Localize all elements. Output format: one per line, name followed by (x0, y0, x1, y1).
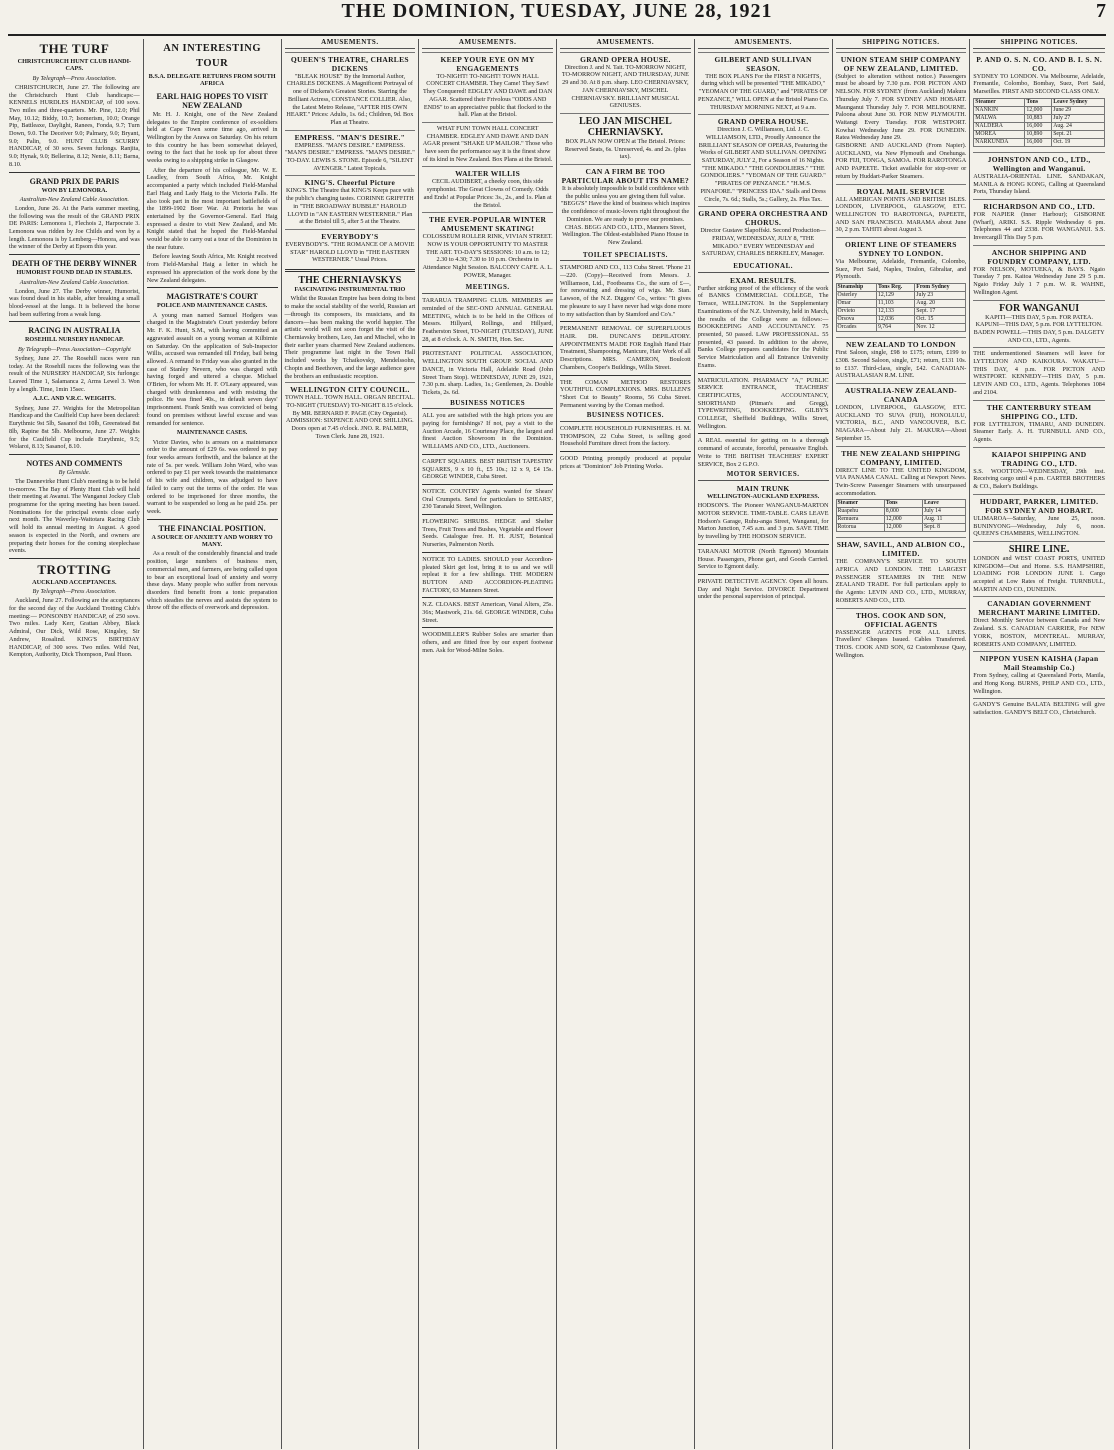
toilet-header: TOILET SPECIALISTS. (560, 252, 691, 262)
business-header: BUSINESS NOTICES. (560, 412, 691, 422)
orchestra-text: Director Gustave Slapoffski. Second Production—FRIDAY, WEDNESDAY, JULY 8, "THE MIKADO." EVERY WEDNESDAY and SATURDAY, CHARLES BERKELEY, Manager. (700, 227, 826, 258)
orient-title: ORIENT LINE OF STEAMERS SYDNEY TO LONDON. (845, 240, 957, 259)
cherniavsky-title: THE CHERNIAVSKYS (298, 275, 402, 287)
townhall-title: KEEP YOUR EYE ON MY ENGAGEMENTS (440, 54, 535, 73)
lyttelton-ad (973, 347, 1105, 398)
canadian-text: LONDON, LIVERPOOL, GLASGOW, ETC. AUCKLAND TO SUVA (FIJI), HONOLULU, VICTORIA, B.C., AND VANCOUVER, B.C. NIAGARA—About July 21. MAKURA—About September 15. (835, 403, 967, 442)
royal-ad (836, 184, 967, 237)
table-cell: Rotorua (836, 524, 884, 532)
johnston-title: JOHNSTON AND CO., LTD., Wellington and Wanganui. (987, 154, 1091, 173)
orchestra-title: GRAND OPERA ORCHESTRA AND CHORUS. (698, 209, 828, 228)
divider (285, 269, 416, 272)
table-row (836, 516, 966, 524)
table-cell: 12,000 (1025, 106, 1052, 114)
divider (698, 433, 829, 434)
nzshipping-schedule-table (836, 499, 967, 532)
kings-title: KING'S. Cheerful Picture (304, 178, 396, 188)
table-cell: Nov. 12 (915, 324, 966, 332)
cook-title: THOS. COOK AND SON, OFFICIAL AGENTS (855, 610, 946, 629)
columns (6, 39, 1108, 1449)
table-cell: Omar (836, 300, 876, 308)
masthead-title: THE DOMINION, TUESDAY, JUNE 28, 1921 (341, 0, 773, 22)
table-row (836, 316, 966, 324)
masthead (8, 0, 1106, 36)
grandprix-heading: GRAND PRIX DE PARIS (29, 176, 120, 186)
maintenance-text: Victor Davies, who is arrears on a maintenance order to the amount of £29 6s. was ordered to pay four weeks arrears forthwith, and the balance at the rate of 5s. per week. William John Ward, who was ordered to pay £1 per week towards the maintenance of his wife and children, was adjudged to have failed to carry out the terms of the order. He was ordered to be imprisoned for three months, the warrant to be suspended so long as he paid 25s. per week. (146, 438, 278, 515)
auckland-text: GISBORNE AND AUCKLAND (From Napier). AUCKLAND, via New Plymouth and Onehunga. FOR FIJI, TONGA, SAMOA. FOR RAROTONGA AND PAPEETE. Ticket available for stop-over or return by Huddart-Parker Steamers. (835, 142, 967, 180)
queens-text: "BLEAK HOUSE" By the Immortal Author, CHARLES DICKENS. A Magnificent Portrayal of one of Dickens's Greatest Stories. Starring the Brilliant Actress, CONSTANCE COLLIER. Also, the Latest Metro Release, "AFTER HIS OWN HEART." Prices: Adults, 1s. 6d.; Children, 9d. Box Plan at Theatre. (286, 72, 414, 126)
nz-london-ad (836, 337, 967, 382)
motor-header: MOTOR SERVICES. (698, 471, 829, 481)
everybodys-text: EVERYBODY'S. "THE ROMANCE OF A MOVIE STAR" HAROLD LLOYD in "THE EASTERN WESTERNER." Usual Prices. (285, 240, 415, 264)
table-row (974, 114, 1105, 122)
mirth-ad (422, 122, 553, 166)
royal-title: ROYAL MAIL SERVICE (856, 186, 945, 196)
nz-london-text: First Saloon, single, £98 to £175; return, £199 to £308. Second Saloon, single, £71; return, £131 10s. to £137. Third-class, single, £42. CANADIAN-AUSTRALASIAN R.M. LINE. (835, 349, 967, 380)
nippon-title: NIPPON YUSEN KAISHA (Japan Mail Steamship Co.) (979, 654, 1099, 673)
tour-sub: B.S.A. DELEGATE RETURNS FROM SOUTH AFRICA (148, 73, 276, 88)
divider (422, 484, 553, 485)
table-header: Tons (1025, 98, 1052, 106)
begg-title: CAN A FIRM BE TOO PARTICULAR ABOUT ITS NAME? (561, 167, 690, 186)
divider (9, 254, 140, 255)
table-row (836, 300, 966, 308)
financial-sub: A SOURCE OF ANXIETY AND WORRY TO MANY. (151, 533, 273, 549)
table-cell: Sept. 8 (922, 524, 965, 532)
notes-byline: By Glenside. (58, 468, 91, 476)
auction-notice: ALL you are satisfied with the high prices you are paying for furnishings? If not, pay a visit to the Auction Arcade, 16 Courtenay Place, the largest and finest Auction Showroom in the Dominion. WILLIAMS AND CO., LTD., Auctioneers. (422, 412, 553, 451)
table-cell: 8,000 (884, 508, 922, 516)
canterbury-ad (973, 400, 1105, 446)
table-cell: June 29 (1052, 106, 1105, 114)
ladies-notice: NOTICE TO LADIES. SHOULD your Accordion-pleated Skirt get lost, bring it to us and we will repleat it for a few shillings. THE MODERN BUTTON AND ACCORDION-PLEATING FACTORY, 63 Manners Street. (422, 555, 553, 594)
divider (560, 451, 691, 452)
table-cell: MALWA (974, 114, 1025, 122)
richardson-title: RICHARDSON AND CO., LTD. (983, 201, 1095, 211)
carpet-notice: CARPET SQUARES. BEST BRITISH TAPESTRY SQUARES, 9 x 10 ft., £5 10s.; 12 x 9, £4 15s. GEORGE WINDER, Cuba Street. (422, 457, 553, 481)
gandys-ad (973, 698, 1105, 718)
table-row (974, 106, 1105, 114)
wcc-ad (285, 382, 416, 442)
magistrate-heading: MAGISTRATE'S COURT (166, 292, 258, 302)
anchor-text: FOR NELSON, MOTUEKA, & BAYS. Ngaio Tuesday 7 pm. Kaitoa Wednesday June 29 5 p.m. Ngaio Friday July 1 7 p.m. W. R. WAHNE, Wellington Agent. (973, 265, 1105, 296)
union-ad (836, 52, 967, 183)
townhall-ad (422, 52, 553, 121)
table-row (836, 308, 966, 316)
union-text: (Subject to alteration without notice.) Passengers must be aboard by 7.30 p.m. FOR PICTON AND NELSON. FOR SYDNEY (from Auckland) Makura Thursday July 7. FOR SYDNEY AND HOBART. Maunganui Thursday July 7. FOR MELBOURNE. Paloona about June 30. FOR NEW PLYMOUTH. Waitangi Every Tuesday. FOR WESTPORT. Kowhai Wednesday June 29. FOR DUNEDIN. Ratea Wednesday June 29. (835, 72, 967, 142)
kings-text: KING'S. The Theatre that KING'S Keeps pace with the public's changing tastes. CORINNE GRIFFITH in "THE BROADWAY BUBBLE" HAROLD LLOYD in "AN EASTERN WESTERNER." Plan at the Bristol till 5, after 5 at the Theatre. (285, 187, 414, 226)
wcc-title: WELLINGTON CITY COUNCIL. (290, 385, 410, 395)
willis-title: WALTER WILLIS (455, 169, 521, 179)
table-cell: 16,000 (1025, 138, 1052, 146)
divider (560, 321, 691, 322)
derby-heading: DEATH OF THE DERBY WINNER (11, 259, 137, 269)
table-cell: Sept. 21 (1052, 130, 1105, 138)
mirth-text: WHAT FUN! TOWN HALL CONCERT CHAMBER. EDGLEY AND DAWE AND DAN AGAR present "SHAKE UP MAILOR." Those who have seen the performance say it is the finest show of its kind in New Zealand. Box Plans at the Bristol. (422, 124, 553, 163)
table-header: Leave Sydney (1052, 98, 1105, 106)
magistrate-text: A young man named Samuel Hodgers was charged in the Magistrate's Court yesterday before Mr. F. K. Hunt, S.M., with having committed an aggravated assault on a young woman at Kilbirnie on Saturday. On the application of Sub-Inspector Willis, accused was remanded till Friday, bail being allowed. A remand to Friday was also granted in the case of Stanley Nevern, who was charged with having forged and uttered a cheque. Michael O'Brien, for whom Mr. H. F. O'Leary appeared, was charged with drunkenness and with resisting the police. He was fined 40s., in default seven days' imprisonment. Frank Smith was convicted of being found on premises without lawful excuse and was remanded for sentence. (146, 311, 278, 427)
trotting-heading: TROTTING (37, 561, 112, 577)
wanganui-text: KAPITI—THIS DAY, 5 p.m. FOR PATEA. KAPUNI—THIS DAY, 5 p.m. FOR LYTTELTON. BADEN POWELL—THIS DAY, 5 p.m. DALGETY AND CO., LTD., Agents. (973, 313, 1105, 344)
table-cell: 10,883 (1025, 114, 1052, 122)
notes-heading: NOTES AND COMMENTS (26, 458, 123, 468)
shire-text: LONDON and WEST COAST PORTS, UNITED KINGDOM—Out and Home. S.S. HAMPSHIRE, LOADING FOR LONDON JUNE 1. Cargo accepted at Low Rates of Freight. TURNBULL, MARTIN AND CO., DUNEDIN. (973, 554, 1105, 593)
derby-text: London, June 27. The Derby winner, Humorist, was found dead in his stable, after breaking a small blood-vessel at the lungs. It is believed the horse had been suffering from a weak lung. (9, 287, 140, 318)
english-notice: A REAL essential for getting on is a thorough command of accurate, forceful, persuasive English. Write to THE BRITISH TEACHERS' EXPERT SERVICE, Box 2 G.P.O. (697, 437, 829, 468)
pando-title: P. AND O. S. N. CO. AND B. I. S. N. CO. (976, 54, 1103, 73)
orient-ad (836, 237, 967, 336)
table-row (836, 508, 966, 516)
turf-heading: THE TURF (39, 41, 110, 56)
kaipoi-title: KAIAPOI SHIPPING AND TRADING CO., LTD. (991, 449, 1087, 468)
amusements-header: AMUSEMENTS. (560, 39, 691, 49)
table-cell: Oct. 15 (915, 316, 966, 324)
gilbert-title: GILBERT AND SULLIVAN SEASON. (714, 54, 812, 73)
table-cell: Remuera (836, 516, 884, 524)
wanganui-ad (973, 300, 1105, 347)
nzshipping-ad (836, 446, 967, 537)
page-number: 7 (1096, 0, 1106, 22)
richardson-ad (973, 199, 1105, 244)
shipping-header: SHIPPING NOTICES. (836, 39, 967, 49)
educational-header: EDUCATIONAL. (698, 263, 829, 273)
derby-byline: Australian-New Zealand Cable Association. (19, 278, 129, 286)
tour-text-3: Before leaving South Africa, Mr. Knight received from Field-Marshal Haig a letter in which he expressed his appreciation of the work done by the New Zealand delegates. (146, 253, 278, 284)
cherniavsky-sub: FASCINATING INSTRUMENTAL TRIO (294, 286, 406, 294)
financial-heading: THE FINANCIAL POSITION. (158, 523, 266, 533)
skating-ad (422, 212, 553, 281)
begg-ad (560, 164, 691, 249)
cgmm-text: Direct Monthly Service between Canada and New Zealand. S.S. CANADIAN CARRIER, For NEW YORK, BOSTON, MONTREAL. MURRAY, ROBERTS AND COMPANY, LIMITED. (973, 617, 1105, 648)
pando-schedule-table (973, 98, 1105, 147)
shire-title: SHIRE LINE. (1008, 543, 1070, 555)
divider (147, 519, 278, 520)
canadian-title: AUSTRALIA-NEW ZEALAND-CANADA (844, 385, 957, 404)
mikado-text: "THE MIKADO." "THE GONDOLIERS." "THE GONDOLIERS." "YEOMAN OF THE GUARD." "PIRATES OF PENZANCE." "H.M.S. PINAFORE." "PRINCESS IDA." Stalls and Dress Circle, 7s. 6d.; Stalls, 5s.; Gallery, 2s. Plus Tax. (700, 164, 826, 203)
lyttelton-text: THE undermentioned Steamers will leave for LYTTELTON AND KAIKOURA. WAKATU—THIS DAY, 4 p.m. FOR PICTON AND WESTPORT. KENNEDY—THIS DAY, 5 p.m. LEVIN AND CO., LTD., Agents. Telephones 1084 and 2104. (973, 350, 1105, 396)
opera-text: Direction J. and N. Tait. TO-MORROW NIGHT, TO-MORROW NIGHT, AND THURSDAY, JUNE 29 and 30. At 8 p.m. sharp. LEO CHERNIAVSKY, JAN CHERNIAVSKY, MISCHEL CHERNIAVSKY. BRILLIANT MUSICAL GENIUSES. (561, 63, 689, 110)
racing-byline: By Telegraph—Press Association—Copyright (17, 345, 131, 353)
everybodys-title: EVERYBODY'S (321, 231, 379, 241)
column-3 (282, 39, 420, 1449)
opera-title: GRAND OPERA HOUSE. (580, 54, 671, 64)
nzshipping-text: DIRECT LINE TO THE UNITED KINGDOM, VIA PANAMA CANAL. Calling at Newport News. Twin-Screw Passenger Steamers with unsurpassed accommodation. (835, 466, 967, 497)
divider (422, 346, 553, 347)
townhall-text: TO-NIGHT! TO-NIGHT! TOWN HALL CONCERT CHAMBER. They Came! They Saw! They Conquered! EDGLEY AND DAWE and DAN AGAR. Scattered their Frivolous "ODDS AND ENDS" to an appreciative public that flocked to the hall. Plan at the Bristol. (423, 72, 553, 119)
johnston-text: AUSTRALIA-ORIENTAL LINE. SANDAKAN, MANILA & HONG KONG, Calling at Queensland Ports, Thursday Island. (973, 172, 1105, 196)
matric-notice: MATRICULATION. PHARMACY "A," PUBLIC SERVICE ENTRANCE, TEACHERS' CERTIFICATES, ACCOUNTANCY, SHORTHAND (Pitman's and Gregg), TYPEWRITING, BOOKKEEPING. GILBY'S COLLEGE, Sheffield Buildings, Willis Street, Wellington. (697, 376, 829, 430)
leo-ad (560, 113, 691, 163)
table-cell: Orvieto (836, 308, 876, 316)
column-2 (144, 39, 282, 1449)
divider (9, 172, 140, 173)
orchestra-ad (698, 206, 829, 260)
table-cell: 12,000 (884, 524, 922, 532)
table-cell: MOREA (974, 130, 1025, 138)
table-cell: 9,764 (876, 324, 914, 332)
cgmm-ad (973, 596, 1105, 650)
trotting-sub: AUCKLAND ACCEPTANCES. (32, 578, 117, 586)
trotting-byline: By Telegraph—Press Association. (32, 588, 117, 596)
table-header: Steamer (836, 500, 884, 508)
nzshipping-title: THE NEW ZEALAND SHIPPING COMPANY, LIMITED. (841, 448, 961, 467)
tour-text-1: Mr. H. J. Knight, one of the New Zealand delegates to the Empire conference of ex-soldiers held at Cape Town some time ago, arrived in Wellington by the Arawa on Saturday. On his return to this country he has been somewhat delayed, owing to the fact that he took up for about three weeks owing to a shipping strike in Glasgow. (146, 110, 278, 165)
banks-notice: Further striking proof of the efficiency of the work of BANKS COMMERCIAL COLLEGE, The Terrace, WELLINGTON. In the Supplementary Examinations of the N.Z. University, held in March, the results of the College were as follows:— BOOKKEEPING AND ACCOUNTANCY. 75 presented, 50 passed. LAW PROFESSIONAL. 55 presented, 43 passed. In addition to the above, Banks College prepares candidates for the Public Service Matriculation and all Entrance University Exams. (697, 284, 829, 369)
table-row (974, 130, 1105, 138)
table-cell: NARKUNDA (974, 138, 1025, 146)
table-cell: Orsova (836, 316, 876, 324)
turf-byline: By Telegraph—Press Association. (32, 74, 117, 82)
table-cell: 11,103 (876, 300, 914, 308)
orient-text: Via Melbourne, Adelaide, Fremantle, Colombo, Suez, Port Said, Naples, Toulon, Gibraltar, and Plymouth. (835, 258, 967, 281)
leo-title: LEO JAN MISCHEL CHERNIAVSKY. (578, 115, 672, 138)
table-cell: Aug. 24 (1052, 122, 1105, 130)
grandopera-title: GRAND OPERA HOUSE. (717, 117, 809, 127)
column-8 (970, 39, 1108, 1449)
magistrate-sub: POLICE AND MAINTENANCE CASES. (156, 302, 268, 310)
canterbury-title: THE CANTERBURY STEAM SHIPPING CO., LTD. (986, 402, 1092, 421)
printing-notice: GOOD Printing promptly produced at popular prices at "Dominion" Job Printing Works. (560, 455, 691, 470)
orient-schedule-table (836, 283, 967, 332)
cgmm-title: CANADIAN GOVERNMENT MERCHANT MARINE LIMITED. (978, 599, 1101, 618)
table-cell: July 27 (1052, 114, 1105, 122)
cherniavsky-text: Whilst the Russian Empire has been doing its best to make the social stability of the world, Russian art—through its composers, its musicians, and its dancers—has been making the world happier. The artistic world will not soon forget the visit of the Cherniavsky brothers, Leo, Jan and Mischel, who in their earlier years charmed New Zealand audiences. Their programme last night in the Town Hall included works by Tchaikovsky, Mendelssohn, Chopin and Beethoven, and the large audience gave the brothers an enthusiastic reception. (284, 295, 416, 380)
divider (422, 627, 553, 628)
kings-ad (285, 175, 416, 228)
amusements-header: AMUSEMENTS. (285, 39, 416, 49)
agents-notice: NOTICE. COUNTRY Agents wanted for Shears' Oral Crumpets. Send for particulars to SHEARS', 230 Taranaki Street, Wellington. (422, 487, 553, 511)
leo-text: BOX PLAN NOW OPEN at The Bristol. Prices: Reserved Seats, 6s. Unreserved, 4s. and 2s. (plus tax). (564, 137, 686, 161)
pando-ad (973, 52, 1105, 151)
column-5 (557, 39, 695, 1449)
turf-sub: CHRISTCHURCH HUNT CLUB HANDI-CAPS. (17, 58, 132, 73)
shrubs-notice: FLOWERING SHRUBS. HEDGE and Shelter Trees, Fruit Trees and Bushes, Vegetable and Flower Seeds. Catalogue free. H. H. JUST, Botanical Nurseries, Palmerston North. (422, 518, 553, 549)
column-4 (419, 39, 557, 1449)
table-header: Steamer (974, 98, 1025, 106)
table-cell: 12,133 (876, 308, 914, 316)
column-1 (6, 39, 144, 1449)
nippon-ad (973, 651, 1105, 697)
willis-text: CECIL AUDIBERT, a cheeky coon, this side symphonist. The Great Clowns of Comedy. Odds and Ends! at Popular Prices: 3s., 2s., and 1s. Plan at the Bristol. (423, 178, 552, 209)
canadian-ad (836, 383, 967, 445)
rubber-notice: WOODMILLER'S Rubber Soles are smarter than others, and are fitted free by our expert footwear men. Ask for Wood-Milne Soles. (422, 631, 553, 654)
table-row (836, 324, 966, 332)
detective-notice: PRIVATE DETECTIVE AGENCY. Open all hours. Day and Night Service. DIVORCE Department under the personal supervision of principal. (697, 577, 829, 601)
shaw-text: THE COMPANY'S SERVICE TO SOUTH AFRICA AND LONDON. THE LARGEST PASSENGER STEAMERS IN THE NEW ZEALAND TRADE. For full particulars apply to the Agents: LEVIN AND CO., LTD., MURRAY, ROBERTS AND CO., LTD. (835, 558, 967, 604)
divider (422, 552, 553, 553)
canterbury-text: FOR LYTTELTON, TIMARU, AND DUNEDIN. Steamer Early. A. H. TURNBULL AND CO., Agents. (973, 420, 1105, 443)
divider (9, 558, 140, 559)
racing-heading: RACING IN AUSTRALIA (28, 326, 121, 336)
table-cell: NALDERA (974, 122, 1025, 130)
stamford-notice: STAMFORD AND CO., 113 Cuba Street. 'Phone 21—220. (Copy)—Received from Messrs. J. Williamson, Ltd., Footbeams Co., the sum of £—, for renovating and dressing of wigs. Mr. Stan. Lawson, of the N.Z. Diggers' Co., writes: "It gives me pleasure to say I have never had wigs done more to my satisfaction than by Stamford and Co's." (560, 264, 691, 318)
tour-heading: AN INTERESTING TOUR (163, 43, 261, 69)
racing-text: Sydney, June 27. The Rosehill races were run today. At the Rosehill races the following was the result of the NURSERY HANDICAP, Six furlongs: Leaved Time 1, Salamanca 2, Arms Lewel 3. Won by a length. Time, 1min 15sec. (9, 354, 140, 393)
table-header: Steamship (836, 284, 876, 292)
trotting-text: Auckland, June 27. Following are the acceptances for the second day of the Auckland Trotting Club's meeting:— PONSONBY HANDICAP, of 250 sovs. Two miles. Lady Kerr, Grattan Abbey, Black Admiral, Our Dick, Wild Rose, Kingsley, Sir Andrew, Rosalind. KING'S BIRTHDAY HANDICAP, of 300 sovs. Two miles. Wild Nut, Kempton, Authority, Dick Thompson, Paul Huon. (9, 597, 140, 659)
table-cell: July 14 (922, 508, 965, 516)
ajc-text: Sydney, June 27. Weights for the Metropolitan Handicap and the Caulfield Cup have been declared: Eurythmic 9st 5lb, Sasanof 8st 10lb, Greenstead 8st 8lb, Rapine 8st 5lb. Melbourne, June 27. Weights for the Caulfield Cup include Eurythmic, 9.5; Wolaroi, 8.13; Sasanof, 8.10. (9, 404, 140, 451)
cook-text: PASSENGER AGENTS FOR ALL LINES. Travellers' Cheques Issued. Cables Transferred. THOS. COOK AND SON, 62 Customhouse Quay, Wellington. (835, 628, 967, 659)
table-cell: 12,036 (876, 316, 914, 324)
protestant-notice: PROTESTANT POLITICAL ASSOCIATION, WELLINGTON SOUTH GROUP. SOCIAL AND DANCE, in Victoria Hall, Adelaide Road (John Street Tram Stop). WEDNESDAY, JUNE 29, 1921, 7.30 p.m. sharp. Ladies, 1s.; Gentlemen, 2s. Double Tickets, 2s. 6d. (422, 350, 553, 396)
huddart-text: ULIMAROA—Saturday, June 25, noon. BUNINYONG—Wednesday, July 6, noon. QUEEN'S CHAMBERS, WELLINGTON. (973, 514, 1105, 538)
table-cell: Aug. 20 (915, 300, 966, 308)
table-cell: NANKIN (974, 106, 1025, 114)
coman-notice: THE COMAN METHOD RESTORES YOUTHFUL COMPLEXIONS. MRS. BULLEN'S "Short Cut to Beauty" Rooms, 56 Cuba Street. Permanent waving by the Coman method. (560, 378, 691, 409)
express-title: WELLINGTON-AUCKLAND EXPRESS. (706, 492, 820, 500)
wcc-text: TOWN HALL. TOWN HALL. ORGAN RECITAL. TO-NIGHT (TUESDAY) TO-NIGHT 8.15 o'clock. By MR. BERNARD F. PAGE (City Organist). ADMISSION: SIXPENCE AND ONE SHILLING. Doors open at 7.45 o'clock. JNO. R. PALMER, Town Clerk. June 28, 1921. (284, 394, 415, 440)
divider (698, 544, 829, 545)
ajc-heading: A.J.C. AND V.R.C. WEIGHTS. (32, 395, 116, 403)
taranaki-notice: TARANAKI MOTOR (North Egmont) Mountain House. Passengers, Phone gari, and Goods Carried. Service to Egmont daily. (697, 547, 829, 571)
queens-ad (285, 52, 416, 129)
kaipoi-text: S.S. WOOTTON—WEDNESDAY, 29th inst. Receiving cargo until 4 p.m. CARTER BROTHERS & CO., Baker's Buildings. (973, 467, 1105, 491)
table-row (836, 524, 966, 532)
amusements-header: AMUSEMENTS. (698, 39, 829, 49)
divider (560, 375, 691, 376)
furniture-notice: COMPLETE HOUSEHOLD FURNISHERS. H. M. THOMPSON, 22 Cuba Street, is selling good Household Furniture direct from the factory. (560, 425, 691, 448)
table-cell: Osterley (836, 292, 876, 300)
trunk-title: MAIN TRUNK (736, 483, 790, 493)
skating-title: THE EVER-POPULAR WINTER AMUSEMENT SKATING! (429, 215, 547, 234)
hair-notice: PERMANENT REMOVAL OF SUPERFLUOUS HAIR. DR. DUNCAN'S DEPILATORY. APPOINTMENTS MADE FOR English Hand Hair Treatment, Shampooing, Manicure, Hair Work of all Descriptions. MRS. CAMERON, Boulcott Chambers, Cooper's Buildings, Willis Street. (560, 325, 691, 371)
table-header: Tons (884, 500, 922, 508)
royal-text: ALL AMERICAN POINTS AND BRITISH ISLES. LONDON, LIVERPOOL, GLASGOW, ETC. WELLINGTON TO RAROTONGA, PAPEETE, AND SAN FRANCISCO. MARAMA about June 30, 2 p.m. TAHITI about August 3. (835, 195, 967, 234)
opera-ad (560, 52, 691, 112)
union-title: UNION STEAM SHIP COMPANY OF NEW ZEALAND, LIMITED. (840, 54, 961, 73)
table-cell: Aug. 11 (922, 516, 965, 524)
empress-title: EMPRESS. "MAN'S DESIRE." (294, 132, 406, 142)
shaw-title: SHAW, SAVILL, AND ALBION CO., LIMITED. (836, 540, 966, 559)
table-cell: 10,890 (1025, 130, 1052, 138)
willis-ad (422, 166, 553, 211)
derby-sub: HUMORIST FOUND DEAD IN STABLES. (16, 269, 133, 277)
gilbert-text: THE BOX PLANS For the FIRST 8 NIGHTS, during which will be presented "THE MIKADO," "YEOMAN OF THE GUARD," and "PIRATES OF PENZANCE," WILL OPEN at the Bristol Piano Co. THURSDAY MORNING NEXT, at 9 a.m. (698, 72, 829, 111)
everybodys-ad (285, 229, 416, 266)
exam-title: EXAM. RESULTS. (730, 275, 797, 285)
grandopera-ad (698, 114, 829, 205)
divider (422, 597, 553, 598)
queens-title: QUEEN'S THEATRE, CHARLES DICKENS (290, 54, 409, 73)
notes-text: The Dannevirke Hunt Club's meeting is to be held to-morrow. The Bay of Plenty Hunt Club will hold their meeting at Awanui. The Wanganui Jockey Club programme for the spring meeting has been issued. Nominations for the principal events close early next month. The Waverley-Waitotara Racing Club will hold its annual meeting in August. A good season is expected in the North, and owners are preparing their horses for the coming steeplechase events. (9, 477, 140, 555)
wanganui-title: FOR WANGANUI (999, 302, 1080, 314)
divider (9, 454, 140, 455)
tramping-notice: TARARUA TRAMPING CLUB. MEMBERS are reminded of the SEC-OND ANNUAL GENERAL MEETING, which is to be held in the Offices of Messrs. Hillyard, Rollings, and Hillyard, Featherston Street, TO-NIGHT (TUESDAY), JUNE 28, at 8 o'clock. A. N. SMITH, Hon. Sec. (422, 297, 553, 343)
table-cell: Orcades (836, 324, 876, 332)
gilbert-ad (698, 52, 829, 114)
table-header: Tons Reg. (876, 284, 914, 292)
divider (422, 514, 553, 515)
begg-text: It is absolutely impossible to build confidence with the public unless you are giving them full value. "BEGG'S" Have the kind of business which inspires the confidence of music-lovers right throughout the Dominion. We are ready to prove our promises. CHAS. BEGG AND CO., LTD., Manners Street, Wellington. The Oldest-established Piano House in New Zealand. (560, 185, 691, 246)
turf-text: CHRISTCHURCH, June 27. The following are the Christchurch Hunt Club handicaps:— KENNELS HURDLES HANDICAP, of 100 sovs. Two miles and three-quarters. Mr. Pine, 12.0; Phil May, 10.12; Biddy, 10.7; Isomerism, 10.0; Orange Pip, Battleaxe, Daylight, Ranees, Fonda, 9.7; Turn Down, 9.0. The Deceiver 9.0; Palmary, 9.0; Bryant, 9.0; Palin, 9.0. HUNT CLUB SCURRY HANDICAP, of 30 sovs. Seven furlongs. Ranjita, 9.0; Hynak, 9.0; Bellerina, 8.12; Nenie, 8.11; Barna, 8.10. (9, 83, 140, 168)
johnston-ad (973, 152, 1105, 198)
racing-sub: ROSEHILL NURSERY HANDICAP. (24, 336, 124, 344)
anchor-ad (973, 245, 1105, 299)
table-row (836, 292, 966, 300)
empress-ad (285, 130, 416, 175)
gandys-text: GANDY'S Genuine BALATA BELTING will give satisfaction. GANDY'S BELT CO., Christchurch. (973, 701, 1105, 717)
grandprix-text: London, June 26. At the Paris summer meeting, the following was the result of the GRAND PRIX DE PARIS: Lemonora 1, Flechois 2, Harpocrate 3. Lemonora was ridden by Joe Childs and won by a length. Lemonora is by Lemberg—Honora, and was the winner of the Derby at Epsom this year. (9, 204, 140, 251)
table-cell: 16,000 (1025, 122, 1052, 130)
divider (698, 574, 829, 575)
huddart-title: HUDDART, PARKER, LIMITED. FOR SYDNEY AND HOBART. (979, 496, 1099, 515)
kaipoi-ad (973, 447, 1105, 493)
divider (698, 373, 829, 374)
table-row (974, 138, 1105, 146)
table-cell: 12,000 (884, 516, 922, 524)
divider (422, 454, 553, 455)
skating-text: COLOSSEUM ROLLER RINK, VIVIAN STREET. NOW IS YOUR OPPORTUNITY TO MASTER THE ART. TO-DAY'S SESSIONS: 10 a.m. to 12; 2.30 to 4.30; 7.30 to 10 p.m. Orchestra in Attendance Night Session. BALCONY CAFE. A. L. POWER, Manager. (422, 233, 553, 279)
nz-london-title: NEW ZEALAND TO LONDON (845, 340, 956, 350)
table-cell: 12,129 (876, 292, 914, 300)
financial-text: As a result of the considerably financial and trade position, large numbers of business men, commercial men, and farmers, are being called upon to bear an exceptional load of anxiety and worry these days. Many people who suffer from nervous disorders find benefit from a tonic preparation which steadies the nerves and assists the system to throw off the effects of overwork and depression. (146, 550, 278, 612)
anchor-title: ANCHOR SHIPPING AND FOUNDRY COMPANY, LTD. (987, 247, 1091, 266)
cook-ad (836, 608, 967, 662)
business-header: BUSINESS NOTICES (422, 400, 553, 410)
pando-text: SYDNEY TO LONDON. Via Melbourne, Adelaide, Fremantle, Colombo, Bombay, Suez, Port Said, Marseilles. FIRST AND SECOND CLASS ONLY. (973, 72, 1105, 96)
column-6 (695, 39, 833, 1449)
divider (9, 321, 140, 322)
cloaks-notice: N.Z. CLOAKS. BEST American, Vanal Alters, 25s. 36x; Mastwork, 21s. 6d. GEORGE WINDER, Cuba Street. (422, 601, 553, 624)
tour-heading2: EARL HAIG HOPES TO VISIT NEW ZEALAND (156, 91, 268, 110)
shaw-ad (836, 537, 967, 606)
meetings-header: MEETINGS. (422, 284, 553, 294)
table-cell: Oct. 19 (1052, 138, 1105, 146)
maintenance-heading: MAINTENANCE CASES. (176, 429, 248, 437)
shipping-header: SHIPPING NOTICES. (973, 39, 1105, 49)
table-header: Leave (922, 500, 965, 508)
hodson-notice: HODSON'S. The Pioneer WANGANUI-MARTON MOTOR SERVICE. TIME-TABLE. CARS LEAVE Hodson's Garage, Ruhu-anga Street, Wanganui, for Marton Junction, 7.45 a.m. and 3 p.m. SAVE TIME by travelling by THE HODSON SERVICE. (697, 502, 829, 541)
grandprix-byline: Australian-New Zealand Cable Association. (19, 195, 129, 203)
table-row (974, 122, 1105, 130)
table-cell: Ruapehu (836, 508, 884, 516)
richardson-text: FOR NAPIER (Inner Harbour); GISBORNE (Wharf), ARIKI. S.S. Ripple Wednesday 6 pm. Telephones 44 and 2338. FOR WANGANUI. S.S. Invercargill This Day 5 p.m. (973, 210, 1105, 242)
grandprix-sub: WON BY LEMONORA. (41, 186, 108, 194)
table-cell: July 23 (915, 292, 966, 300)
divider (147, 287, 278, 288)
empress-text: EMPRESS. "MAN'S DESIRE." EMPRESS. "MAN'S DESIRE." EMPRESS. "MAN'S DESIRE." TO-DAY. LEWIS S. STONE. Episode 6, "SILENT AVENGER." Latest Topicals. (285, 141, 415, 172)
grandopera-text: Direction J. C. Williamson, Ltd. J. C. WILLIAMSON, LTD., Proudly Announce the BRILLIANT SEASON OF OPERAS, Featuring the Works of GILBERT AND SULLIVAN. OPENING SATURDAY, JULY 2, For a Season of 16 Nights. (698, 126, 828, 165)
column-7 (833, 39, 971, 1449)
table-cell: Sept. 17 (915, 308, 966, 316)
shire-ad (973, 541, 1105, 596)
table-header: From Sydney (915, 284, 966, 292)
amusements-header: AMUSEMENTS. (422, 39, 553, 49)
huddart-ad (973, 494, 1105, 540)
nippon-text: From Sydney, calling at Queensland Ports, Manila, and Hong Kong. BURNS, PHILP AND CO., LTD., Wellington. (973, 672, 1105, 695)
tour-text-2: After the departure of his colleague, Mr. W. E. Leadley, from South Africa, Mr. Knight accompanied a party which included Field-Marshal Earl Haig and Lady Haig to the Victoria Falls. He also took part in the most important battlefields of the 1899-1902 Boer War. At Pretoria he was entertained by the Governor-General. Earl Haig expressed a desire to visit New Zealand, and Mr. Knight stated that he hoped the Field-Marshal would be able to carry out a tour of the Dominion in the near future. (146, 166, 278, 251)
